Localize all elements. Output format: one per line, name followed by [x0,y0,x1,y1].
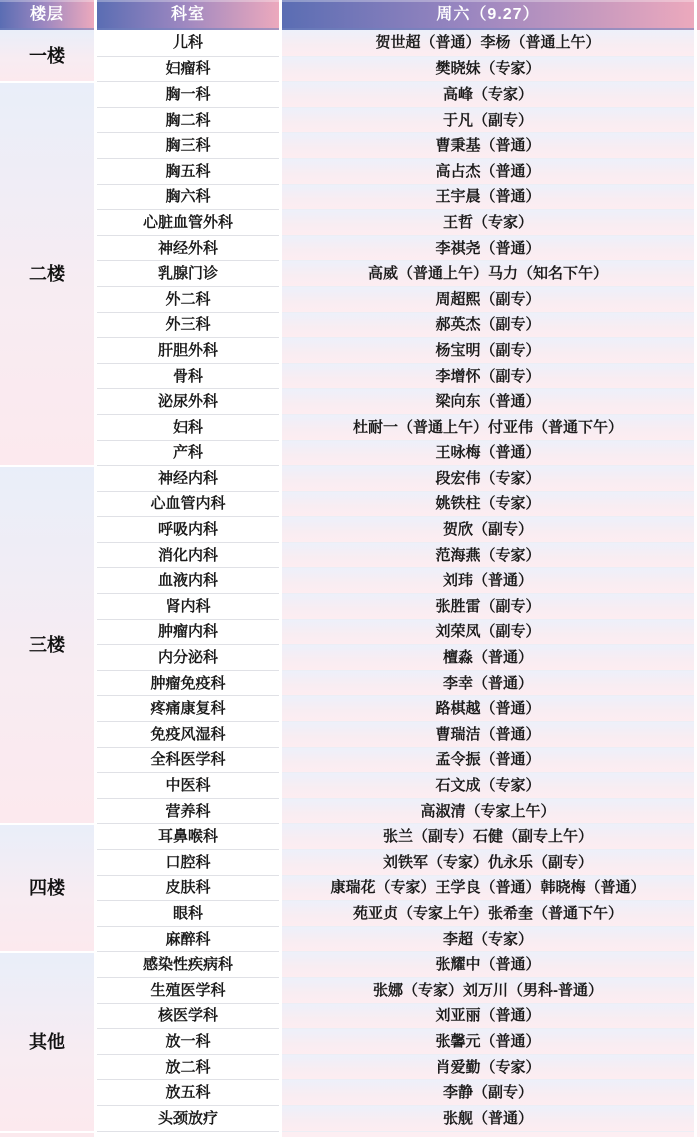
schedule-cell: 周超熙（副专） [282,286,694,312]
schedule-cell: 杜耐一（普通上午）付亚伟（普通下午） [282,414,694,440]
floor-cell: 二楼 [0,81,94,465]
department-cell: 核医学科 [97,1003,279,1029]
department-cell: 肾内科 [97,593,279,619]
schedule-cell: 张馨元（普通） [282,1028,694,1054]
department-cell: 皮肤科 [97,875,279,901]
schedule-cell: 李超（专家） [282,926,694,952]
department-cell: 肿瘤免疫科 [97,670,279,696]
schedule-cell: 苑亚贞（专家上午）张希奎（普通下午） [282,900,694,926]
schedule-cell: 王哲（专家） [282,209,694,235]
department-cell: 放一科 [97,1028,279,1054]
schedule-cell: 李静（副专） [282,1079,694,1105]
department-cell: 头颈放疗 [97,1105,279,1131]
department-cell: 感染性疾病科 [97,951,279,977]
department-cell: 内分泌科 [97,644,279,670]
department-cell: 免疫风湿科 [97,721,279,747]
partial-department-cell [97,1131,279,1137]
schedule-cell: 梁向东（普通） [282,388,694,414]
department-cell: 胸五科 [97,158,279,184]
schedule-cell: 李增怀（副专） [282,363,694,389]
department-cell: 消化内科 [97,542,279,568]
schedule-cell: 刘玮（普通） [282,567,694,593]
header-department: 科室 [97,0,279,30]
department-cell: 产科 [97,440,279,466]
department-cell: 营养科 [97,798,279,824]
department-cell: 神经外科 [97,235,279,261]
floor-cell: 其他 [0,951,94,1130]
schedule-cell: 刘铁军（专家）仇永乐（副专） [282,849,694,875]
schedule-cell: 张耀中（普通） [282,951,694,977]
header-day-saturday: 周六（9.27） [282,0,694,30]
department-cell: 全科医学科 [97,747,279,773]
schedule-cell: 张娜（专家）刘万川（男科-普通） [282,977,694,1003]
partial-floor-cell [0,1131,94,1137]
schedule-cell: 贺欣（副专） [282,516,694,542]
schedule-cell: 高淑清（专家上午） [282,798,694,824]
department-cell: 耳鼻喉科 [97,823,279,849]
schedule-cell: 李祺尧（普通） [282,235,694,261]
department-cell: 麻醉科 [97,926,279,952]
schedule-cell: 孟令振（普通） [282,747,694,773]
schedule-cell: 贺世超（普通）李杨（普通上午） [282,30,694,56]
floor-cell: 四楼 [0,823,94,951]
department-cell: 乳腺门诊 [97,260,279,286]
schedule-cell: 姚铁柱（专家） [282,491,694,517]
department-cell: 神经内科 [97,465,279,491]
department-cell: 呼吸内科 [97,516,279,542]
department-cell: 外二科 [97,286,279,312]
schedule-cell: 刘荣凤（副专） [282,619,694,645]
schedule-cell: 杨宝明（副专） [282,337,694,363]
schedule-cell: 肖爱勤（专家） [282,1054,694,1080]
department-cell: 儿科 [97,30,279,56]
schedule-cell: 张兰（副专）石健（副专上午） [282,823,694,849]
department-cell: 胸二科 [97,107,279,133]
department-cell: 心血管内科 [97,491,279,517]
department-cell: 中医科 [97,772,279,798]
schedule-cell: 张胜雷（副专） [282,593,694,619]
schedule-cell: 王咏梅（普通） [282,440,694,466]
schedule-cell: 樊晓妹（专家） [282,56,694,82]
schedule-cell: 石文成（专家） [282,772,694,798]
department-cell: 血液内科 [97,567,279,593]
department-cell: 胸六科 [97,184,279,210]
schedule-cell: 路棋越（普通） [282,695,694,721]
department-cell: 骨科 [97,363,279,389]
department-cell: 胸一科 [97,81,279,107]
floor-cell: 三楼 [0,465,94,823]
department-cell: 眼科 [97,900,279,926]
schedule-cell: 曹瑞洁（普通） [282,721,694,747]
department-cell: 生殖医学科 [97,977,279,1003]
department-cell: 妇科 [97,414,279,440]
header-floor: 楼层 [0,0,94,30]
department-cell: 口腔科 [97,849,279,875]
department-cell: 心脏血管外科 [97,209,279,235]
department-cell: 肿瘤内科 [97,619,279,645]
department-cell: 肝胆外科 [97,337,279,363]
department-cell: 放二科 [97,1054,279,1080]
department-cell: 外三科 [97,312,279,338]
partial-schedule-cell [282,1131,694,1137]
schedule-cell: 高占杰（普通） [282,158,694,184]
schedule-cell: 高峰（专家） [282,81,694,107]
department-cell: 胸三科 [97,132,279,158]
schedule-cell: 高威（普通上午）马力（知名下午） [282,260,694,286]
schedule-cell: 檀淼（普通） [282,644,694,670]
floor-cell: 一楼 [0,30,94,81]
department-cell: 放五科 [97,1079,279,1105]
schedule-cell: 曹秉基（普通） [282,132,694,158]
schedule-cell: 张舰（普通） [282,1105,694,1131]
schedule-cell: 段宏伟（专家） [282,465,694,491]
department-cell: 妇瘤科 [97,56,279,82]
schedule-cell: 范海燕（专家） [282,542,694,568]
department-cell: 泌尿外科 [97,388,279,414]
department-cell: 疼痛康复科 [97,695,279,721]
schedule-cell: 康瑞花（专家）王学良（普通）韩晓梅（普通） [282,875,694,901]
schedule-cell: 郝英杰（副专） [282,312,694,338]
schedule-cell: 李幸（普通） [282,670,694,696]
schedule-cell: 于凡（副专） [282,107,694,133]
schedule-cell: 王宇晨（普通） [282,184,694,210]
schedule-cell: 刘亚丽（普通） [282,1003,694,1029]
